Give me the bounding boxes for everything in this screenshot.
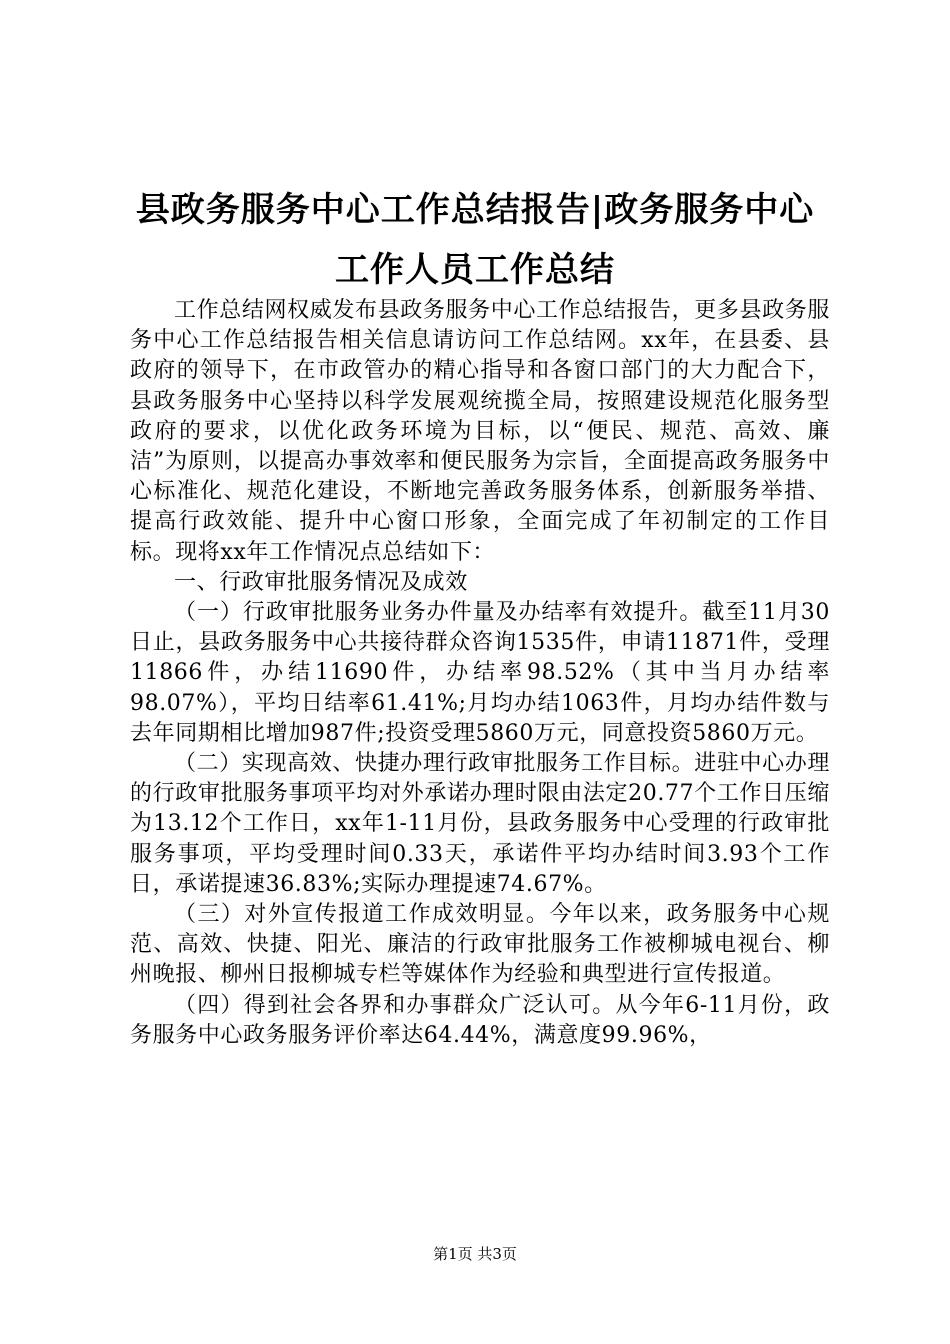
document-title-line-2: 工作人员工作总结 (335, 250, 615, 290)
paragraph-item-4: （四）得到社会各界和办事群众广泛认可。从今年6-11月份，政务服务中心政务服务评价率达64.44%，满意度99.96%， (130, 992, 830, 1048)
document-body (130, 296, 830, 1051)
paragraph-item-2: （二）实现高效、快捷办理行政审批服务工作目标。进驻中心办理的行政审批服务事项平均对外承诺办理时限由法定20.77个工作日压缩为13.12个工作日，xx年1-11月份，县政务服务中心受理的行政审批服务事项，平均受理时间0.33天，承诺件平均办结时间3.93个工作日，承诺提速36.83%;实际办理提速74.67%。 (130, 751, 830, 897)
intro-paragraph: 工作总结网权威发布县政务服务中心工作总结报告，更多县政务服务中心工作总结报告相关信息请访问工作总结网。xx年，在县委、县政府的领导下，在市政管办的精心指导和各窗口部门的大力配合下，县政务服务中心坚持以科学发展观统揽全局，按照建设规范化服务型政府的要求，以优化政务环境为目标，以“便民、规范、高效、廉洁”为原则，以提高办事效率和便民服务为宗旨，全面提高政务服务中心标准化、规范化建设，不断地完善政务服务体系，创新服务举措、提高行政效能、提升中心窗口形象，全面完成了年初制定的工作目标。现将xx年工作情况点总结如下： (130, 298, 830, 565)
page-number: 第1页 共3页 (433, 1245, 517, 1263)
paragraph-item-3: （三）对外宣传报道工作成效明显。今年以来，政务服务中心规范、高效、快捷、阳光、廉洁的行政审批服务工作被柳城电视台、柳州晚报、柳州日报柳城专栏等媒体作为经验和典型进行宣传报道。 (130, 902, 830, 988)
paragraph-item-1: （一）行政审批服务业务办件量及办结率有效提升。截至11月30日止，县政务服务中心共接待群众咨询1535件，申请11871件，受理11866件，办结11690件，办结率98.52%（其中当月办结率98.07%），平均日结率61.41%;月均办结1063件，月均办结件数与去年同期相比增加987件;投资受理5860万元，同意投资5860万元。 (130, 600, 830, 746)
document-title-line-1: 县政务服务中心工作总结报告|政务服务中心 (135, 190, 815, 230)
page-footer (0, 1244, 950, 1264)
section-heading: 一、行政审批服务情况及成效 (174, 569, 468, 595)
